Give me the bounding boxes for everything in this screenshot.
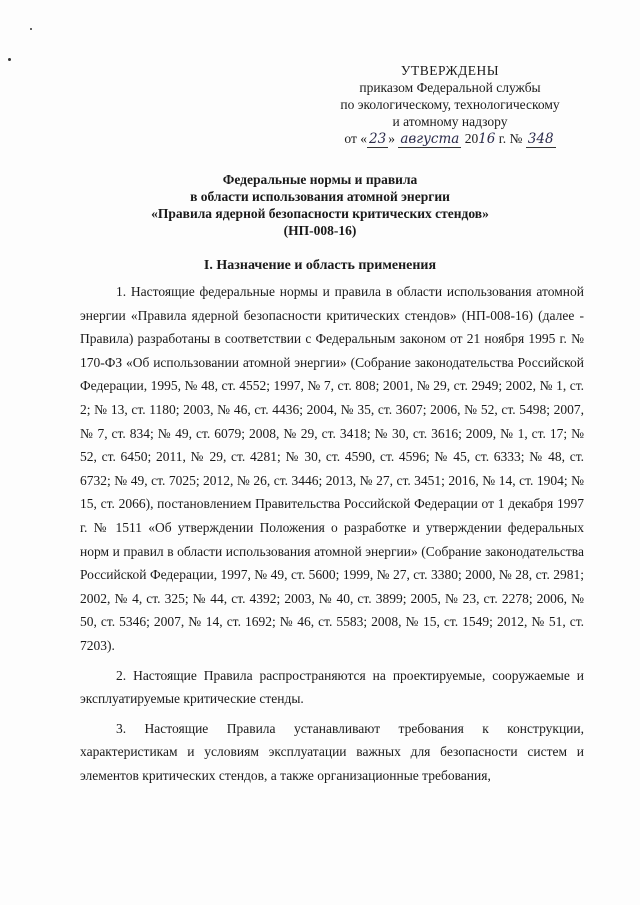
date-day-handwritten: 23 (369, 131, 387, 147)
scan-speck (8, 58, 11, 61)
body-text (80, 280, 584, 793)
title-line: (НП-008-16) (283, 223, 357, 238)
approval-date-line (300, 130, 600, 148)
approval-stamp-block (300, 62, 600, 148)
scan-speck (30, 28, 32, 30)
date-mid: » (388, 131, 399, 146)
title-line: «Правила ядерной безопасности критических стендов» (151, 206, 489, 221)
approval-line: приказом Федеральной службы (359, 80, 541, 95)
approval-heading: УТВЕРЖДЕНЫ (400, 63, 500, 78)
approval-line: и атомному надзору (392, 114, 508, 129)
date-month-handwritten: августа (400, 131, 460, 147)
document-title (80, 171, 560, 239)
section-heading: I. Назначение и область применения (203, 258, 437, 273)
paragraph-2: 2. Настоящие Правила распространяются на проектируемые, сооружаемые и эксплуатируемые критические стенды. (80, 667, 584, 707)
date-year-handwritten: 16 (478, 131, 496, 147)
order-number-handwritten: 348 (527, 131, 554, 147)
title-line: в области использования атомной энергии (190, 189, 450, 204)
title-line: Федеральные нормы и правила (222, 172, 418, 187)
paragraph-3: 3. Настоящие Правила устанавливают требования к конструкции, характеристикам и условиям эксплуатации важных для безопасности систем и элементов критических стендов, а также организационные требования, (80, 720, 584, 783)
paragraph-1: 1. Настоящие федеральные нормы и правила в области использования атомной энергии «Правила ядерной безопасности критических стендов» (НП-008-16) (далее - Правила) разработаны в соответствии с Федеральным законом от 21 ноября 1995 г. № 170-ФЗ «Об использовании атомной энергии» (Собрание законодательства Российской Федерации, 1995, № 48, ст. 4552; 1997, № 7, ст. 808; 2001, № 29, ст. 2949; 2002, № 1, ст. 2; № 13, ст. 1180; 2003, № 46, ст. 4436; 2004, № 35, ст. 3607; 2006, № 52, ст. 5498; 2007, № 7, ст. 834; № 49, ст. 6079; 2008, № 29, ст. 3418; № 30, ст. 3616; 2009, № 1, ст. 17; № 52, ст. 6450; 2011, № 29, ст. 4281; № 30, ст. 4590, ст. 4596; № 45, ст. 6333; № 48, ст. 6732; № 49, ст. 7025; 2012, № 26, ст. 3446; 2013, № 27, ст. 3451; 2016, № 14, ст. 1904; № 15, ст. 2066), постановлением Правительства Российской Федерации от 1 декабря 1997 г. № 1511 «Об утверждении Положения о разработке и утверждении федеральных норм и правил в области использования атомной энергии» (Собрание законодательства Российской Федерации, 1997, № 49, ст. 5600; 1999, № 27, ст. 3380; 2000, № 28, ст. 2981; 2002, № 4, ст. 325; № 44, ст. 4392; 2003, № 40, ст. 3899; 2005, № 23, ст. 2278; 2006, № 50, ст. 5346; 2007, № 14, ст. 1692; № 46, ст. 5583; 2008, № 15, ст. 1549; 2012, № 51, ст. 7203). (80, 284, 584, 653)
date-prefix: от « (344, 131, 368, 146)
date-suffix: г. № (495, 131, 526, 146)
approval-line: по экологическому, технологическому (340, 97, 560, 112)
date-year-prefix: 20 (461, 131, 479, 146)
